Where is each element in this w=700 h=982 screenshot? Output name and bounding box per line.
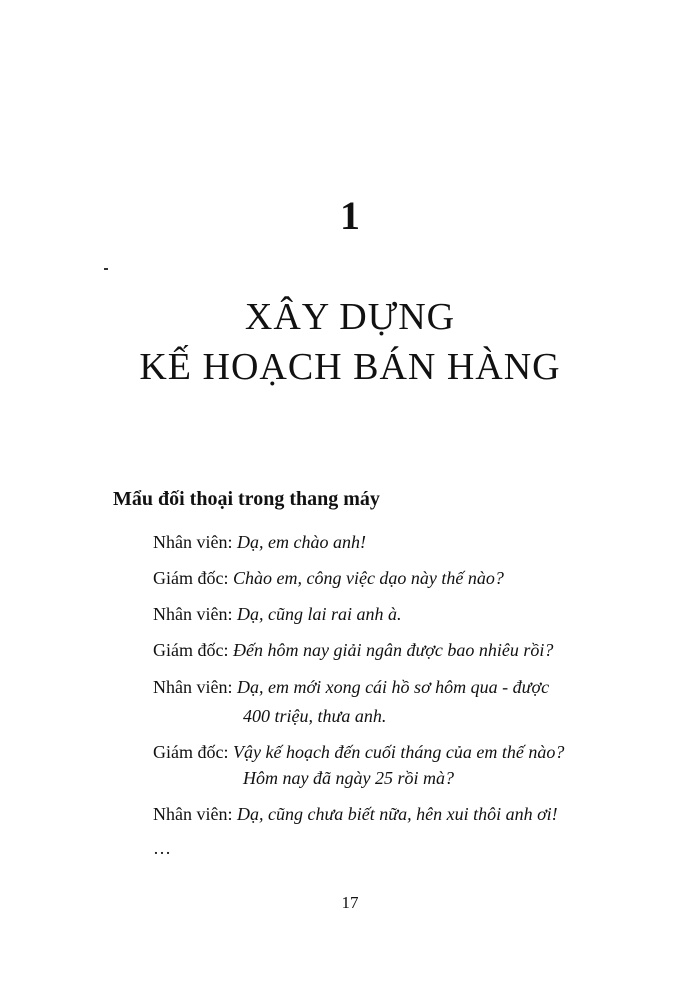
- speech-text: 400 triệu, thưa anh.: [243, 706, 387, 726]
- speech-text: Hôm nay đã ngày 25 rồi mà?: [243, 768, 454, 788]
- speech-text: Dạ, cũng chưa biết nữa, hên xui thôi anh ơi!: [236, 804, 558, 824]
- speaker-label: Nhân viên:: [153, 804, 233, 824]
- speaker-label: Giám đốc:: [153, 742, 229, 762]
- ellipsis: …: [153, 838, 171, 858]
- speaker-label: Nhân viên:: [153, 532, 233, 552]
- speech-text: Chào em, công việc dạo này thế nào?: [232, 568, 504, 588]
- dialogue-line: [153, 802, 558, 826]
- speech-text: Dạ, em mới xong cái hồ sơ hôm qua - được: [236, 677, 550, 697]
- chapter-title-line-2: KẾ HOẠCH BÁN HÀNG: [139, 346, 561, 388]
- section-heading: Mẩu đối thoại trong thang máy: [113, 488, 380, 510]
- page-number: 17: [341, 893, 359, 912]
- dialogue-line: [153, 638, 553, 662]
- chapter-number: 1: [340, 193, 360, 238]
- dialogue-line: [153, 675, 549, 699]
- chapter-title: [0, 292, 700, 392]
- chapter-title-line-1: XÂY DỰNG: [244, 296, 456, 338]
- speaker-label: Nhân viên:: [153, 677, 233, 697]
- speech-text: Dạ, cũng lai rai anh à.: [236, 604, 402, 624]
- dialogue-line: [153, 602, 401, 626]
- speaker-label: Giám đốc:: [153, 640, 229, 660]
- dialogue-line: [153, 740, 564, 764]
- speaker-label: Giám đốc:: [153, 568, 229, 588]
- dialogue-line: [153, 530, 366, 554]
- speech-text: Dạ, em chào anh!: [236, 532, 366, 552]
- speech-text: Đến hôm nay giải ngân được bao nhiêu rồi?: [232, 640, 554, 660]
- speech-text: Vậy kế hoạch đến cuối tháng của em thế nào?: [232, 742, 565, 762]
- dialogue-line: [153, 566, 504, 590]
- dialogue-continuation: [243, 704, 386, 728]
- speaker-label: Nhân viên:: [153, 604, 233, 624]
- dialogue-continuation: [243, 766, 454, 790]
- scan-mark: [104, 268, 108, 270]
